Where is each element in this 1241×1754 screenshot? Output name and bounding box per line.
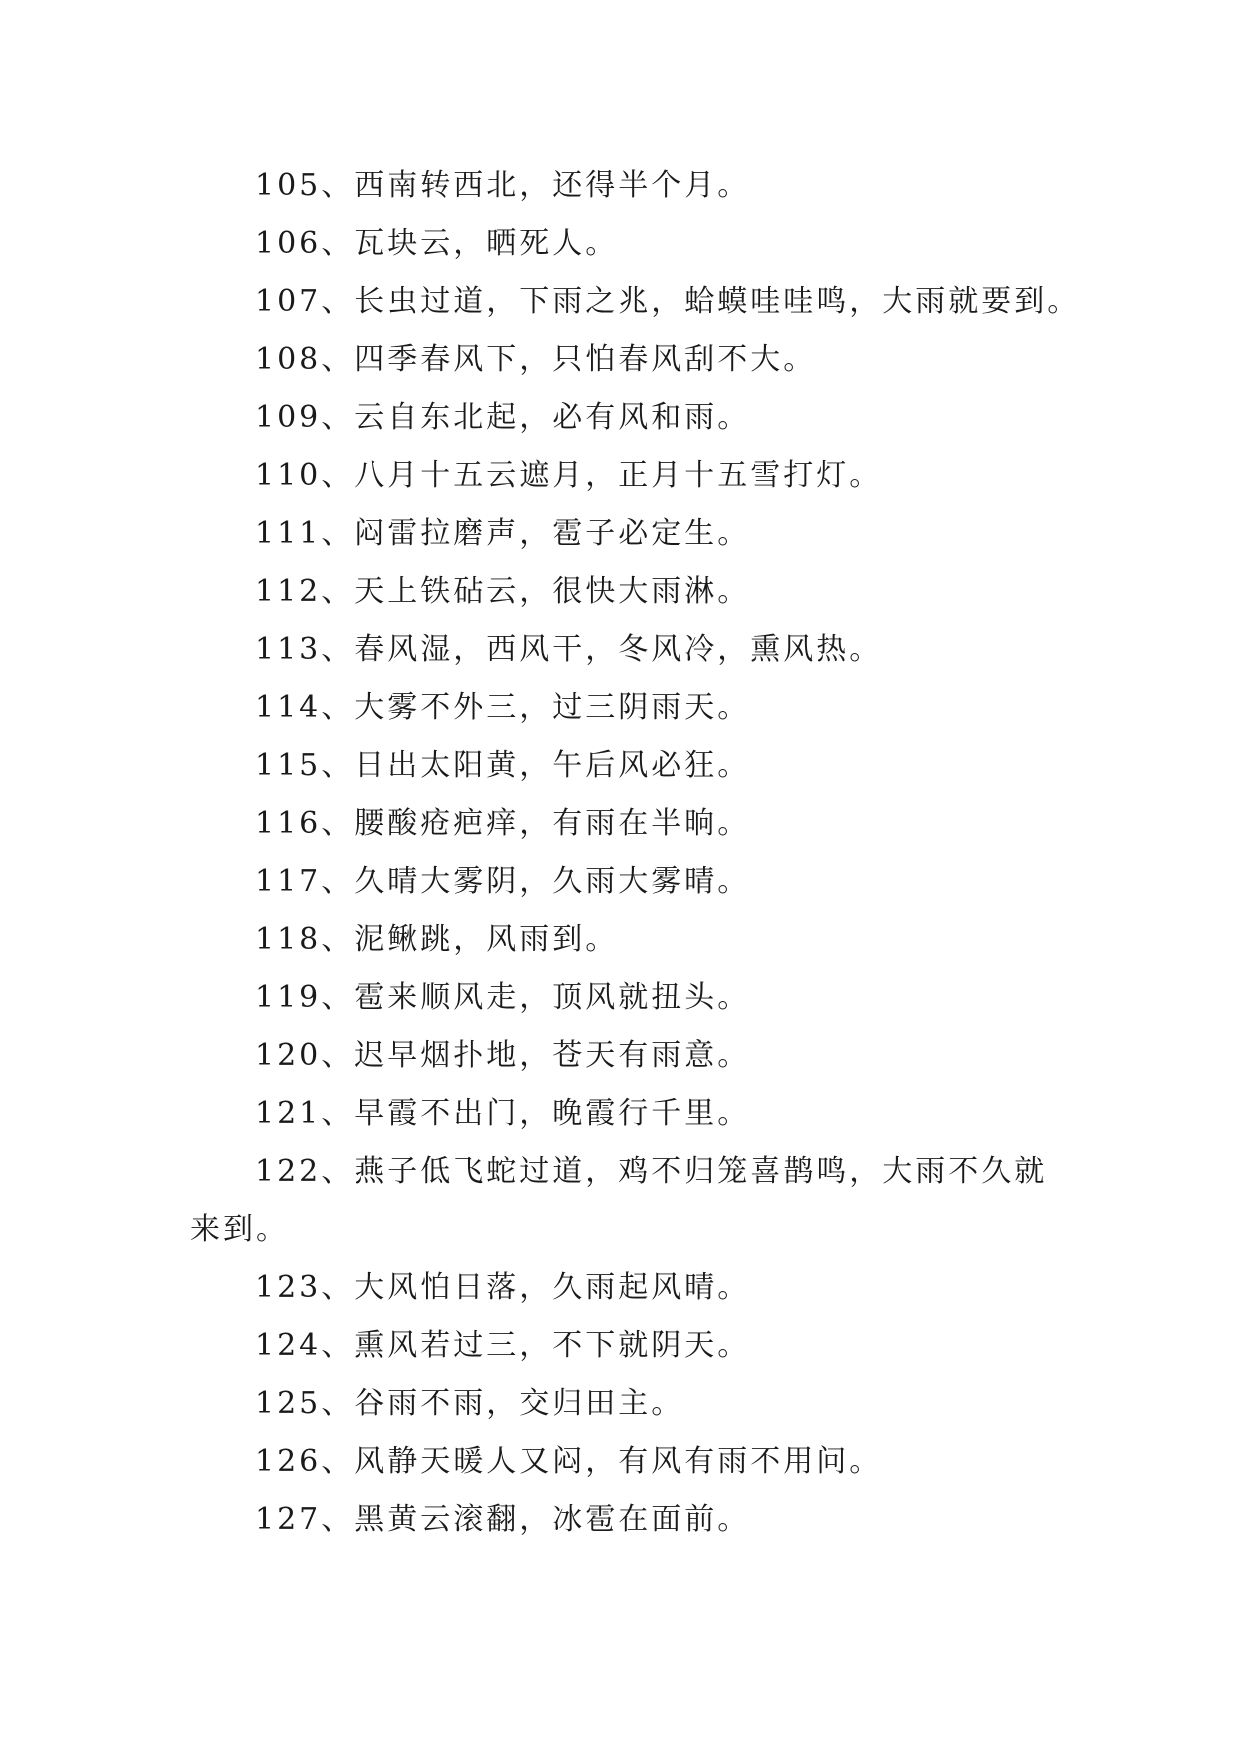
proverb-125: 125、谷雨不雨，交归田主。 — [255, 1386, 685, 1421]
proverb-126: 126、风静天暖人又闷，有风有雨不用问。 — [255, 1444, 883, 1479]
proverb-119: 119、雹来顺风走，顶风就扭头。 — [255, 980, 751, 1015]
proverb-107: 107、长虫过道，下雨之兆，蛤蟆哇哇鸣，大雨就要到。 — [255, 284, 1081, 319]
proverb-124: 124、熏风若过三，不下就阴天。 — [255, 1328, 751, 1363]
proverb-list — [190, 157, 1081, 1549]
proverb-111: 111、闷雷拉磨声，雹子必定生。 — [255, 516, 751, 551]
proverb-115: 115、日出太阳黄，午后风必狂。 — [255, 748, 751, 783]
proverb-117: 117、久晴大雾阴，久雨大雾晴。 — [255, 864, 751, 899]
proverb-113: 113、春风湿，西风干，冬风冷，熏风热。 — [255, 632, 883, 667]
proverb-118: 118、泥鳅跳，风雨到。 — [255, 922, 619, 957]
proverb-121: 121、早霞不出门，晚霞行千里。 — [255, 1096, 751, 1131]
proverb-116: 116、腰酸疮疤痒，有雨在半晌。 — [255, 806, 751, 841]
proverb-123: 123、大风怕日落，久雨起风晴。 — [255, 1270, 751, 1305]
proverb-112: 112、天上铁砧云，很快大雨淋。 — [255, 574, 751, 609]
proverb-105: 105、西南转西北，还得半个月。 — [255, 168, 751, 203]
proverb-110: 110、八月十五云遮月，正月十五雪打灯。 — [255, 458, 883, 493]
proverb-114: 114、大雾不外三，过三阴雨天。 — [255, 690, 751, 725]
proverb-106: 106、瓦块云，晒死人。 — [255, 226, 619, 261]
proverb-108: 108、四季春风下，只怕春风刮不大。 — [255, 342, 817, 377]
proverb-122: 122、燕子低飞蛇过道，鸡不归笼喜鹊鸣，大雨不久就来到。 — [190, 1154, 1048, 1247]
proverb-120: 120、迟早烟扑地，苍天有雨意。 — [255, 1038, 751, 1073]
proverb-127: 127、黑黄云滚翻，冰雹在面前。 — [255, 1502, 751, 1537]
proverb-109: 109、云自东北起，必有风和雨。 — [255, 400, 751, 435]
